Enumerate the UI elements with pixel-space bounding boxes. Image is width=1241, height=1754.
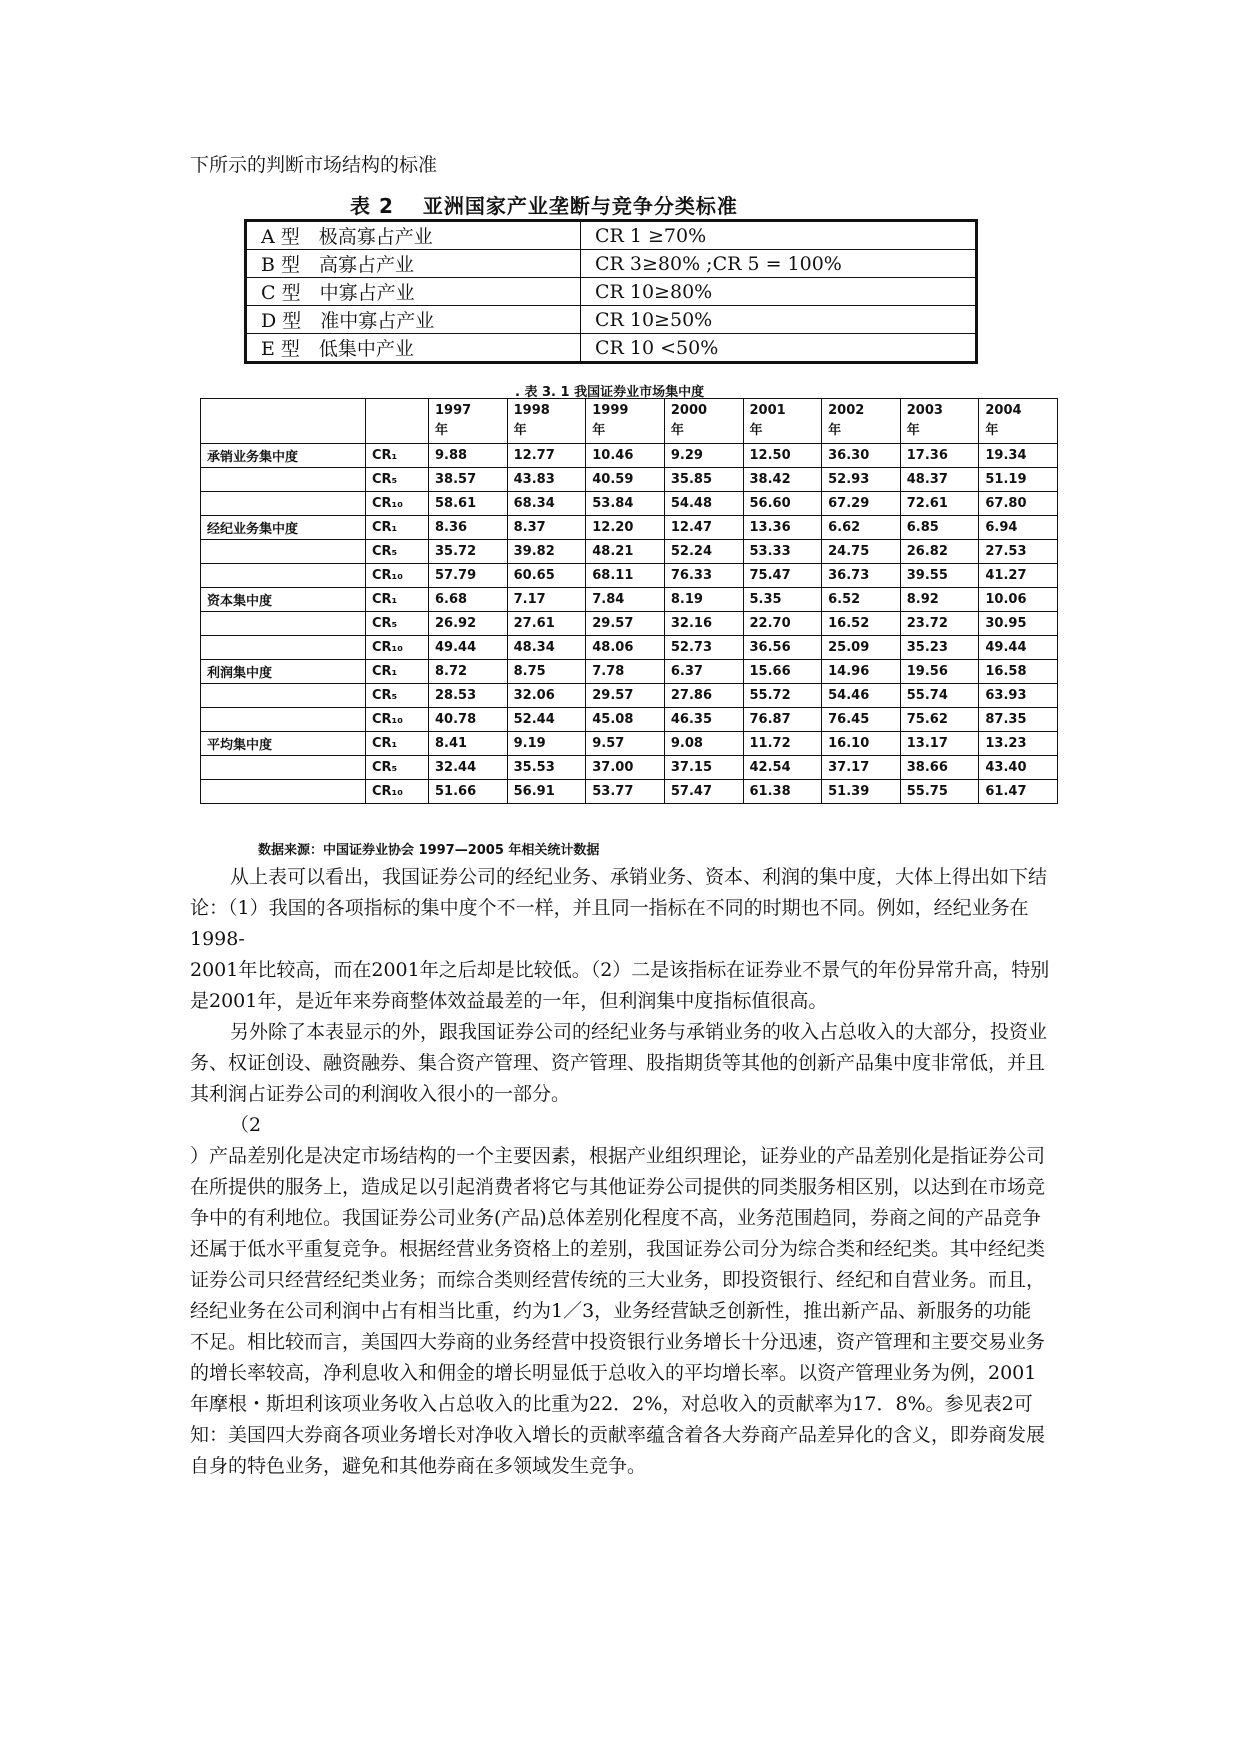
table31-value-cell: 14.96: [822, 660, 901, 684]
table31-value-cell: 15.66: [743, 660, 822, 684]
table31-year-unit: 年: [670, 423, 684, 438]
table31-value-cell: 22.70: [743, 612, 822, 636]
table31: [200, 398, 1058, 804]
table31-cr-cell: CR₁₀: [366, 708, 429, 732]
table2-criterion-cell: CR 10≥80%: [581, 278, 977, 306]
table31-value-cell: 39.82: [507, 540, 586, 564]
table31-cr-cell: CR₁: [366, 660, 429, 684]
table31-value-cell: 24.75: [822, 540, 901, 564]
table31-year-unit: 年: [749, 423, 763, 438]
table31-value-cell: 32.06: [507, 684, 586, 708]
table31-category-cell: 资本集中度: [201, 588, 366, 612]
table31-value-cell: 27.53: [979, 540, 1058, 564]
table31-row: [201, 756, 1058, 780]
table31-value-cell: 39.55: [900, 564, 979, 588]
body-paragraph: 另外除了本表显示的外，跟我国证券公司的经纪业务与承销业务的收入占总收入的大部分，投资业务、权证创设、融资融券、集合资产管理、资产管理、股指期货等其他的创新产品集中度非常低，并且其利润占证券公司的利润收入很小的一部分。: [190, 1021, 1048, 1105]
table31-row: [201, 588, 1058, 612]
table31-value-cell: 6.85: [900, 516, 979, 540]
table31-year-header: [507, 399, 586, 444]
table31-value-cell: 52.93: [822, 468, 901, 492]
table31-cr-cell: CR₅: [366, 612, 429, 636]
table31-value-cell: 36.56: [743, 636, 822, 660]
table31-value-cell: 49.44: [979, 636, 1058, 660]
table31-year: 2003: [906, 403, 943, 418]
table31-value-cell: 40.78: [429, 708, 508, 732]
table31-cr-cell: CR₁: [366, 444, 429, 468]
table31-value-cell: 76.33: [664, 564, 743, 588]
table31-year-header: [743, 399, 822, 444]
table31-row: [201, 492, 1058, 516]
table31-value-cell: 87.35: [979, 708, 1058, 732]
table31-value-cell: 9.57: [586, 732, 665, 756]
table31-category-blank: [201, 564, 366, 588]
table31-title: . 表 3. 1 我国证券业市场集中度: [515, 385, 705, 400]
table2-title: 表 2 亚洲国家产业垄断与竞争分类标准: [350, 194, 738, 218]
table31-value-cell: 7.78: [586, 660, 665, 684]
table31-value-cell: 41.27: [979, 564, 1058, 588]
table31-year: 1999: [592, 403, 629, 418]
table31-cr-cell: CR₁₀: [366, 564, 429, 588]
table31-value-cell: 8.92: [900, 588, 979, 612]
table31-value-cell: 12.47: [664, 516, 743, 540]
table31-value-cell: 12.50: [743, 444, 822, 468]
table31-value-cell: 9.19: [507, 732, 586, 756]
table31-value-cell: 72.61: [900, 492, 979, 516]
table31-category-blank: [201, 492, 366, 516]
table31-value-cell: 8.19: [664, 588, 743, 612]
table2-criterion-cell: CR 3≥80% ;CR 5 = 100%: [581, 250, 977, 278]
table31-value-cell: 19.34: [979, 444, 1058, 468]
table31-value-cell: 5.35: [743, 588, 822, 612]
table31-value-cell: 54.46: [822, 684, 901, 708]
table31-value-cell: 48.06: [586, 636, 665, 660]
table31-year: 1997: [435, 403, 472, 418]
table31-value-cell: 75.47: [743, 564, 822, 588]
table31-value-cell: 51.66: [429, 780, 508, 804]
table31-value-cell: 76.87: [743, 708, 822, 732]
table2-criterion-cell: CR 10 <50%: [581, 334, 977, 363]
table31-value-cell: 25.09: [822, 636, 901, 660]
table31-value-cell: 26.92: [429, 612, 508, 636]
table31-value-cell: 75.62: [900, 708, 979, 732]
table31-value-cell: 56.60: [743, 492, 822, 516]
table31-value-cell: 36.30: [822, 444, 901, 468]
table31-value-cell: 40.59: [586, 468, 665, 492]
table31-cr-cell: CR₁₀: [366, 492, 429, 516]
table31-year-unit: 年: [435, 423, 449, 438]
table31-value-cell: 32.44: [429, 756, 508, 780]
table31-value-cell: 60.65: [507, 564, 586, 588]
table31-value-cell: 27.86: [664, 684, 743, 708]
table31-value-cell: 52.24: [664, 540, 743, 564]
table31-value-cell: 12.20: [586, 516, 665, 540]
table31-value-cell: 28.53: [429, 684, 508, 708]
table31-row: [201, 444, 1058, 468]
table31-row: [201, 468, 1058, 492]
table31-year-header: [822, 399, 901, 444]
table31-cr-cell: CR₁: [366, 516, 429, 540]
body-paragraph: ）产品差别化是决定市场结构的一个主要因素，根据产业组织理论，证券业的产品差别化是指证券公司在所提供的服务上，造成足以引起消费者将它与其他证券公司提供的同类服务相区别，以达到在市场竞争中的有利地位。我国证券公司业务(产品)总体差别化程度不高，业务范围趋同，券商之间的产品竞争还属于低水平重复竞争。根据经营业务资格上的差别，我国证券公司分为综合类和经纪类。其中经纪类证券公司只经营经纪类业务；而综合类则经营传统的三大业务，即投资银行、经纪和自营业务。而且，经纪业务在公司利润中占有相当比重，约为1／3，业务经营缺乏创新性，推出新产品、新服务的功能不足。相比较而言，美国四大券商的业务经营中投资银行业务增长十分迅速，资产管理和主要交易业务的增长率较高，净利息收入和佣金的增长明显低于总收入的平均增长率。以资产管理业务为例，2001年摩根・斯坦利该项业务收入占总收入的比重为22．2%，对总收入的贡献率为17．8%。参见表2可知：美国四大券商各项业务增长对净收入增长的贡献率蕴含着各大券商产品差异化的含义，即券商发展自身的特色业务，避免和其他券商在多领域发生竞争。: [190, 1145, 1046, 1477]
table31-value-cell: 8.36: [429, 516, 508, 540]
table31-value-cell: 6.37: [664, 660, 743, 684]
table31-value-cell: 38.66: [900, 756, 979, 780]
table31-value-cell: 55.74: [900, 684, 979, 708]
table2-row: [246, 278, 977, 306]
table31-category-cell: 经纪业务集中度: [201, 516, 366, 540]
table31-value-cell: 6.68: [429, 588, 508, 612]
table31-value-cell: 37.15: [664, 756, 743, 780]
table31-value-cell: 57.79: [429, 564, 508, 588]
table31-value-cell: 55.75: [900, 780, 979, 804]
table31-value-cell: 68.11: [586, 564, 665, 588]
table31-row: [201, 612, 1058, 636]
table31-cr-cell: CR₁₀: [366, 780, 429, 804]
table31-year-header: [429, 399, 508, 444]
table31-cr-cell: CR₁₀: [366, 636, 429, 660]
table31-category-cell: 利润集中度: [201, 660, 366, 684]
table31-cr-cell: CR₅: [366, 684, 429, 708]
table31-value-cell: 38.57: [429, 468, 508, 492]
table31-category-blank: [201, 612, 366, 636]
table31-value-cell: 35.85: [664, 468, 743, 492]
table31-value-cell: 29.57: [586, 612, 665, 636]
table31-value-cell: 8.72: [429, 660, 508, 684]
table31-value-cell: 35.23: [900, 636, 979, 660]
table31-value-cell: 51.19: [979, 468, 1058, 492]
table31-value-cell: 16.52: [822, 612, 901, 636]
table31-year: 2004: [985, 403, 1022, 418]
table31-year-unit: 年: [985, 423, 999, 438]
table31-value-cell: 48.34: [507, 636, 586, 660]
table31-value-cell: 56.91: [507, 780, 586, 804]
table31-value-cell: 36.73: [822, 564, 901, 588]
table2-row: [246, 221, 977, 250]
table31-value-cell: 53.84: [586, 492, 665, 516]
table31-cr-cell: CR₁: [366, 588, 429, 612]
table31-value-cell: 45.08: [586, 708, 665, 732]
table2-criterion-cell: CR 10≥50%: [581, 306, 977, 334]
body-paragraph: 2001年比较高，而在2001年之后却是比较低。（2）二是该指标在证券业不景气的年份异常升高，特别是2001年，是近年来券商整体效益最差的一年，但利润集中度指标值很高。: [190, 959, 1050, 1012]
table31-value-cell: 49.44: [429, 636, 508, 660]
table31-year-header: [586, 399, 665, 444]
table31-row: [201, 780, 1058, 804]
table31-year: 2001: [749, 403, 786, 418]
table31-header-blank: [201, 399, 366, 444]
table31-value-cell: 51.39: [822, 780, 901, 804]
table31-value-cell: 48.37: [900, 468, 979, 492]
table31-cr-cell: CR₅: [366, 756, 429, 780]
table31-value-cell: 54.48: [664, 492, 743, 516]
table31-row: [201, 660, 1058, 684]
table31-category-blank: [201, 780, 366, 804]
table31-cr-cell: CR₅: [366, 468, 429, 492]
table31-row: [201, 564, 1058, 588]
table31-value-cell: 6.62: [822, 516, 901, 540]
table31-value-cell: 48.21: [586, 540, 665, 564]
table31-value-cell: 52.73: [664, 636, 743, 660]
table31-value-cell: 10.06: [979, 588, 1058, 612]
table2-row: [246, 250, 977, 278]
table31-value-cell: 42.54: [743, 756, 822, 780]
table31-row: [201, 708, 1058, 732]
table2-type-cell: E 型 低集中产业: [246, 334, 581, 363]
table31-category-blank: [201, 636, 366, 660]
table31-category-blank: [201, 468, 366, 492]
table31-value-cell: 13.17: [900, 732, 979, 756]
table31-value-cell: 7.17: [507, 588, 586, 612]
table2-type-cell: A 型 极高寡占产业: [246, 221, 581, 250]
intro-line: 下所示的判断市场结构的标准: [190, 154, 438, 176]
table31-source: 数据来源：中国证券业协会 1997—2005 年相关统计数据: [258, 843, 600, 858]
table2-row: [246, 334, 977, 363]
body-paragraph: 从上表可以看出，我国证券公司的经纪业务、承销业务、资本、利润的集中度，大体上得出如下结论：（1）我国的各项指标的集中度个不一样，并且同一指标在不同的时期也不同。例如，经纪业务在1998-: [190, 866, 1048, 950]
table31-value-cell: 43.40: [979, 756, 1058, 780]
table31-value-cell: 76.45: [822, 708, 901, 732]
table31-category-blank: [201, 540, 366, 564]
table31-value-cell: 13.23: [979, 732, 1058, 756]
table2-type-cell: B 型 高寡占产业: [246, 250, 581, 278]
table31-value-cell: 17.36: [900, 444, 979, 468]
table31-category-cell: 承销业务集中度: [201, 444, 366, 468]
table31-value-cell: 43.83: [507, 468, 586, 492]
table31-value-cell: 35.53: [507, 756, 586, 780]
body-paragraph: （2: [230, 1114, 262, 1136]
table31-value-cell: 8.37: [507, 516, 586, 540]
table31-row: [201, 636, 1058, 660]
table31-row: [201, 540, 1058, 564]
table31-category-blank: [201, 756, 366, 780]
table2-type-cell: D 型 准中寡占产业: [246, 306, 581, 334]
table31-value-cell: 10.46: [586, 444, 665, 468]
table31-year: 1998: [513, 403, 550, 418]
table31-value-cell: 58.61: [429, 492, 508, 516]
table31-row: [201, 516, 1058, 540]
table31-value-cell: 16.10: [822, 732, 901, 756]
table31-value-cell: 35.72: [429, 540, 508, 564]
table31-row: [201, 732, 1058, 756]
table31-value-cell: 67.29: [822, 492, 901, 516]
table31-year-unit: 年: [906, 423, 920, 438]
table31-value-cell: 52.44: [507, 708, 586, 732]
table31-year: 2000: [670, 403, 708, 418]
table31-cr-cell: CR₁: [366, 732, 429, 756]
table31-value-cell: 13.36: [743, 516, 822, 540]
table31-row: [201, 684, 1058, 708]
table31-value-cell: 7.84: [586, 588, 665, 612]
table31-value-cell: 61.38: [743, 780, 822, 804]
table31-value-cell: 53.33: [743, 540, 822, 564]
table31-value-cell: 30.95: [979, 612, 1058, 636]
table31-value-cell: 29.57: [586, 684, 665, 708]
table31-value-cell: 8.75: [507, 660, 586, 684]
table31-value-cell: 16.58: [979, 660, 1058, 684]
table31-value-cell: 26.82: [900, 540, 979, 564]
table31-value-cell: 19.56: [900, 660, 979, 684]
table31-value-cell: 6.94: [979, 516, 1058, 540]
table2-row: [246, 306, 977, 334]
table31-year-header: [979, 399, 1058, 444]
table31-value-cell: 11.72: [743, 732, 822, 756]
table31-value-cell: 9.29: [664, 444, 743, 468]
table31-value-cell: 27.61: [507, 612, 586, 636]
table31-header-row: [201, 399, 1058, 444]
table2-type-cell: C 型 中寡占产业: [246, 278, 581, 306]
table31-value-cell: 9.88: [429, 444, 508, 468]
table31-value-cell: 53.77: [586, 780, 665, 804]
table31-value-cell: 63.93: [979, 684, 1058, 708]
table31-value-cell: 37.17: [822, 756, 901, 780]
table31-value-cell: 55.72: [743, 684, 822, 708]
table31-year: 2002: [828, 403, 865, 418]
table31-value-cell: 68.34: [507, 492, 586, 516]
table31-value-cell: 9.08: [664, 732, 743, 756]
table31-value-cell: 6.52: [822, 588, 901, 612]
table31-value-cell: 23.72: [900, 612, 979, 636]
table31-value-cell: 61.47: [979, 780, 1058, 804]
table31-value-cell: 8.41: [429, 732, 508, 756]
table31-year-unit: 年: [592, 423, 606, 438]
table31-value-cell: 32.16: [664, 612, 743, 636]
table31-value-cell: 67.80: [979, 492, 1058, 516]
table31-cr-cell: CR₅: [366, 540, 429, 564]
table31-category-blank: [201, 684, 366, 708]
table31-value-cell: 57.47: [664, 780, 743, 804]
table31-year-unit: 年: [828, 423, 842, 438]
table31-category-cell: 平均集中度: [201, 732, 366, 756]
table31-value-cell: 38.42: [743, 468, 822, 492]
table31-value-cell: 46.35: [664, 708, 743, 732]
table2: [244, 219, 978, 364]
table2-criterion-cell: CR 1 ≥70%: [581, 221, 977, 250]
table31-year-header: [900, 399, 979, 444]
table31-year-header: [664, 399, 743, 444]
table31-header-blank: [366, 399, 429, 444]
table31-category-blank: [201, 708, 366, 732]
table31-value-cell: 12.77: [507, 444, 586, 468]
table31-year-unit: 年: [513, 423, 527, 438]
table31-value-cell: 37.00: [586, 756, 665, 780]
body-text: [190, 862, 1050, 1482]
